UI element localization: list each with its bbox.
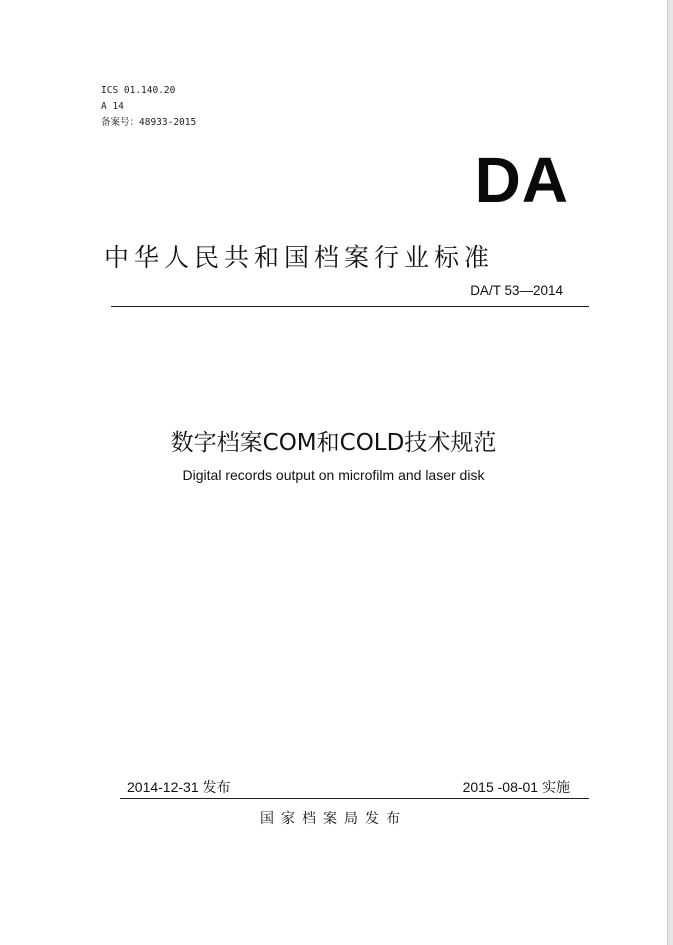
footer-divider — [120, 798, 589, 799]
filing-number: 备案号：48933-2015 — [101, 117, 197, 128]
da-logo: DA — [474, 144, 569, 216]
header-divider — [111, 306, 589, 307]
standard-category-title: 中华人民共和国档案行业标准 — [104, 243, 495, 272]
class-code: A 14 — [101, 101, 124, 112]
classification-block — [101, 83, 196, 131]
document-title-english: Digital records output on microfilm and laser disk — [182, 467, 485, 483]
standard-number: DA/T 53—2014 — [470, 283, 563, 298]
ics-code: ICS 01.140.20 — [101, 85, 176, 96]
document-title-chinese: 数字档案COM和COLD技术规范 — [170, 430, 497, 456]
implementation-date: 2015 -08-01 实施 — [462, 779, 570, 795]
issue-date: 2014-12-31 发布 — [127, 779, 231, 795]
publisher: 国家档案局发布 — [260, 811, 407, 827]
